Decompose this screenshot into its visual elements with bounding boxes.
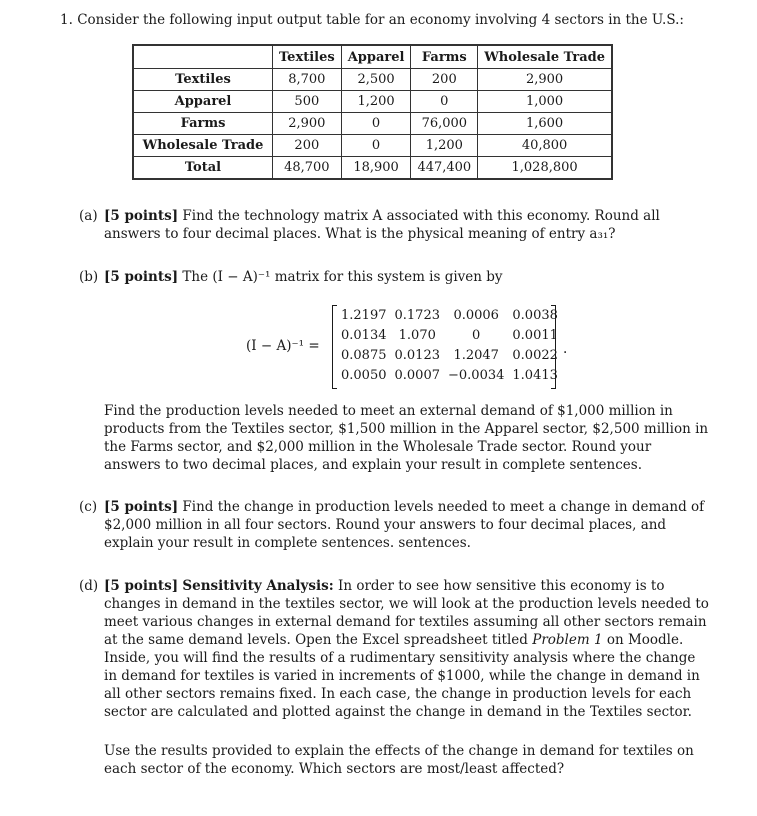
matrix-row [337,305,562,325]
table-cell: 8,700 [273,69,342,91]
part-a-points: [5 points] [104,208,179,224]
table-cell: 40,800 [478,135,612,157]
question-header [60,11,684,29]
matrix-cell: −0.0034 [448,367,505,383]
part-a-label: (a) [79,208,98,224]
table-cell: 500 [273,91,342,113]
table-cell: 0 [411,91,478,113]
matrix-lhs: (I − A)⁻¹ = [246,338,320,354]
table-cell: 2,900 [478,69,612,91]
part-a-body: Find the technology matrix A associated with this economy. Round all answers to four decimal places. What is the physical meaning of entry a₃₁? [104,208,660,242]
part-b-followup: Find the production levels needed to meet an external demand of $1,000 million in products from the Textiles sector, $1,500 million in the Apparel sector, $2,500 million in the Farms sector, and $2,000 million in the Wholesale Trade sector. Round your answers to two decimal places, and explain your result in complete sentences. [104,403,709,473]
table-cell: 1,200 [341,91,411,113]
part-c-points: [5 points] [104,499,179,515]
part-b-text [104,268,710,286]
row-label: Farms [133,113,273,135]
part-d-followup: Use the results provided to explain the effects of the change in demand for textiles on each sector of the economy. Which sectors are most/least affected? [104,743,694,777]
question-number: 1. [60,12,73,28]
part-b-body: The (I − A)⁻¹ matrix for this system is given by [182,269,503,285]
table-corner-cell [133,45,273,69]
table-cell: 447,400 [411,157,478,180]
matrix-cell: 1.2197 [341,307,387,323]
row-label: Textiles [133,69,273,91]
matrix-cell: 0.0006 [453,307,499,323]
table-cell: 1,200 [411,135,478,157]
row-label: Wholesale Trade [133,135,273,157]
table-header-row [133,45,612,69]
row-label: Apparel [133,91,273,113]
table-row [133,69,612,91]
matrix-cell: 0 [472,327,481,343]
matrix-row [337,365,562,385]
column-header: Farms [411,45,478,69]
matrix-cell: 0.1723 [394,307,440,323]
table-cell: 2,900 [273,113,342,135]
table-row [133,91,612,113]
matrix-cell: 1.2047 [453,347,499,363]
matrix-cell: 0.0007 [394,367,440,383]
column-header: Apparel [341,45,411,69]
table-row [133,157,612,180]
table-cell: 76,000 [411,113,478,135]
table-cell: 0 [341,113,411,135]
part-d-file-name: Problem 1 [532,632,603,648]
part-b-points: [5 points] [104,269,179,285]
part-c-text [104,498,710,552]
table-row [133,113,612,135]
matrix-cell: 1.070 [398,327,436,343]
part-d-label: (d) [79,578,99,594]
matrix-row [337,345,562,365]
row-label: Total [133,157,273,180]
matrix-right-bracket [551,305,556,389]
matrix-row [337,325,562,345]
part-a-text [104,207,710,243]
table-row [133,135,612,157]
matrix-cell: 0.0011 [512,327,558,343]
matrix-cell: 0.0038 [512,307,558,323]
table-cell: 2,500 [341,69,411,91]
part-b-label: (b) [79,269,99,285]
part-d-points: [5 points] [104,578,179,594]
matrix-cell: 0.0022 [512,347,558,363]
matrix-period: . [563,341,568,357]
table-cell: 18,900 [341,157,411,180]
inverse-matrix [337,305,562,385]
table-cell: 0 [341,135,411,157]
table-cell: 48,700 [273,157,342,180]
part-d-title: Sensitivity Analysis: [182,578,334,594]
part-c-body: Find the change in production levels needed to meet a change in demand of $2,000 million in all four sectors. Round your answers to four decimal places, and explain your result in complete sentences. sentences. [104,499,705,551]
column-header: Textiles [273,45,342,69]
part-d-text [104,577,710,721]
matrix-cell: 0.0875 [341,347,387,363]
table-cell: 200 [273,135,342,157]
table-cell: 200 [411,69,478,91]
input-output-table [132,44,613,180]
column-header: Wholesale Trade [478,45,612,69]
matrix-cell: 0.0134 [341,327,387,343]
part-d-body-after: on Moodle. Inside, you will find the results of a rudimentary sensitivity analysis where the change in demand for textiles is varied in increments of $1000, while the change in demand in all other sectors remains fixed. In each case, the change in production levels for each sector are calculated and plotted against the change in demand in the Textiles sector. [104,632,700,720]
matrix-cell: 0.0050 [341,367,387,383]
part-c-label: (c) [79,499,98,515]
question-prompt: Consider the following input output table for an economy involving 4 sectors in the U.S.: [77,12,684,28]
table-cell: 1,600 [478,113,612,135]
matrix-cell: 1.0413 [512,367,558,383]
table-cell: 1,028,800 [478,157,612,180]
table-cell: 1,000 [478,91,612,113]
matrix-cell: 0.0123 [394,347,440,363]
part-d-body-before: In order to see how sensitive this economy is to changes in demand in the textiles sector, we will look at the production levels needed to meet various changes in external demand for textiles assuming all other sectors remain at the same demand levels. Open the Excel spreadsheet titled [104,578,709,648]
